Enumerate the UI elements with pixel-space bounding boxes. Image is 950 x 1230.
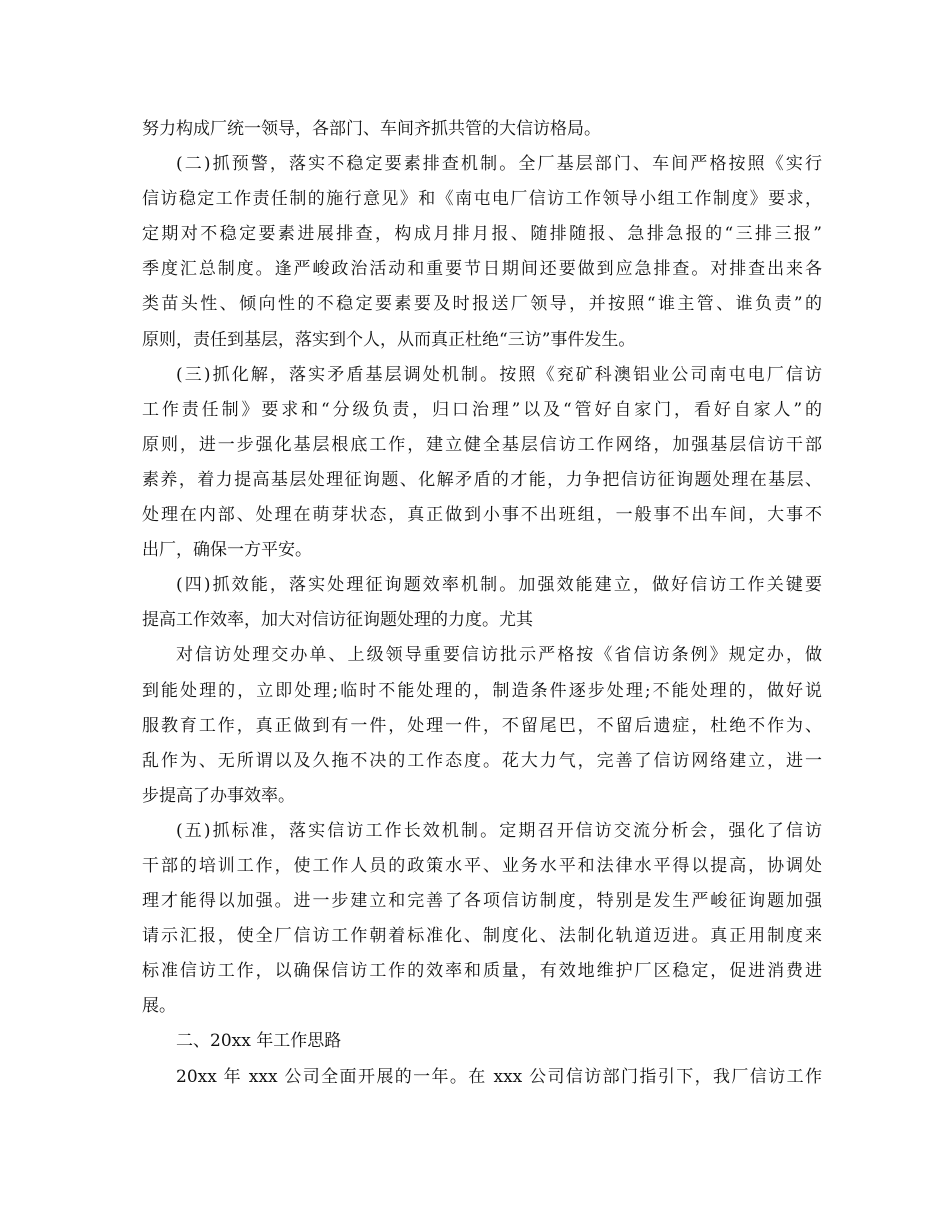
text-line: 提高工作效率，加大对信访征询题处理的力度。尤其 [142,610,533,631]
paragraph-first-line: 20xx 年 xxx 公司全面开展的一年。在 xxx 公司信访部门指引下，我厂信访工作 [176,1066,822,1087]
paragraph-heading-line: (五)抓标准，落实信访工作长效机制。定期召开信访交流分析会，强化了信访 [176,820,822,841]
text-line: 出厂，确保一方平安。 [142,540,312,561]
text-line: 步提高了办事效率。 [142,785,295,806]
text-line: 展。 [142,996,176,1017]
text-line: 原则，进一步强化基层根底工作，建立健全基层信访工作网络，加强基层信访干部 [142,434,822,455]
paragraph-heading-line: (四)抓效能，落实处理征询题效率机制。加强效能建立，做好信访工作关键要 [176,575,822,596]
text-line: 素养，着力提高基层处理征询题、化解矛盾的才能，力争把信访征询题处理在基层、 [142,469,822,490]
text-line: 干部的培训工作，使工作人员的政策水平、业务水平和法律水平得以提高，协调处 [142,855,822,876]
text-line: 季度汇总制度。逢严峻政治活动和重要节日期间还要做到应急排查。对排查出来各 [142,259,822,280]
text-line: 努力构成厂统一领导，各部门、车间齐抓共管的大信访格局。 [142,119,601,139]
text-line: 请示汇报，使全厂信访工作朝着标准化、制度化、法制化轨道迈进。真正用制度来 [142,926,822,947]
text-line: 服教育工作，真正做到有一件，处理一件，不留尾巴，不留后遗症，杜绝不作为、 [142,715,822,736]
text-line: 定期对不稳定要素进展排查，构成月排月报、随排随报、急排急报的“三排三报” [142,224,822,245]
text-line: 原则，责任到基层，落实到个人，从而真正杜绝“三访”事件发生。 [142,329,636,350]
paragraph-first-line: 对信访处理交办单、上级领导重要信访批示严格按《省信访条例》规定办，做 [176,645,822,666]
text-line: 乱作为、无所谓以及久拖不决的工作态度。花大力气，完善了信访网络建立，进一 [142,750,822,771]
text-line: 到能处理的，立即处理;临时不能处理的，制造条件逐步处理;不能处理的，做好说 [142,680,822,701]
text-line: 工作责任制》要求和“分级负责，归口治理”以及“管好自家门，看好自家人”的 [142,399,822,420]
text-line: 标准信访工作，以确保信访工作的效率和质量，有效地维护厂区稳定，促进消费进 [142,961,822,982]
text-line: 理才能得以加强。进一步建立和完善了各项信访制度，特别是发生严峻征询题加强 [142,891,822,912]
paragraph-heading-line: (三)抓化解，落实矛盾基层调处机制。按照《兖矿科澳铝业公司南屯电厂信访 [176,364,822,385]
section-heading: 二、20xx 年工作思路 [176,1031,342,1052]
paragraph-heading-line: (二)抓预警，落实不稳定要素排查机制。全厂基层部门、车间严格按照《实行 [176,154,822,175]
text-line: 类苗头性、倾向性的不稳定要素要及时报送厂领导，并按照“谁主管、谁负责”的 [142,294,822,315]
document-body [142,112,822,1095]
text-line: 信访稳定工作责任制的施行意见》和《南屯电厂信访工作领导小组工作制度》要求， [142,189,822,210]
text-line: 处理在内部、处理在萌芽状态，真正做到小事不出班组，一般事不出车间，大事不 [142,505,822,526]
